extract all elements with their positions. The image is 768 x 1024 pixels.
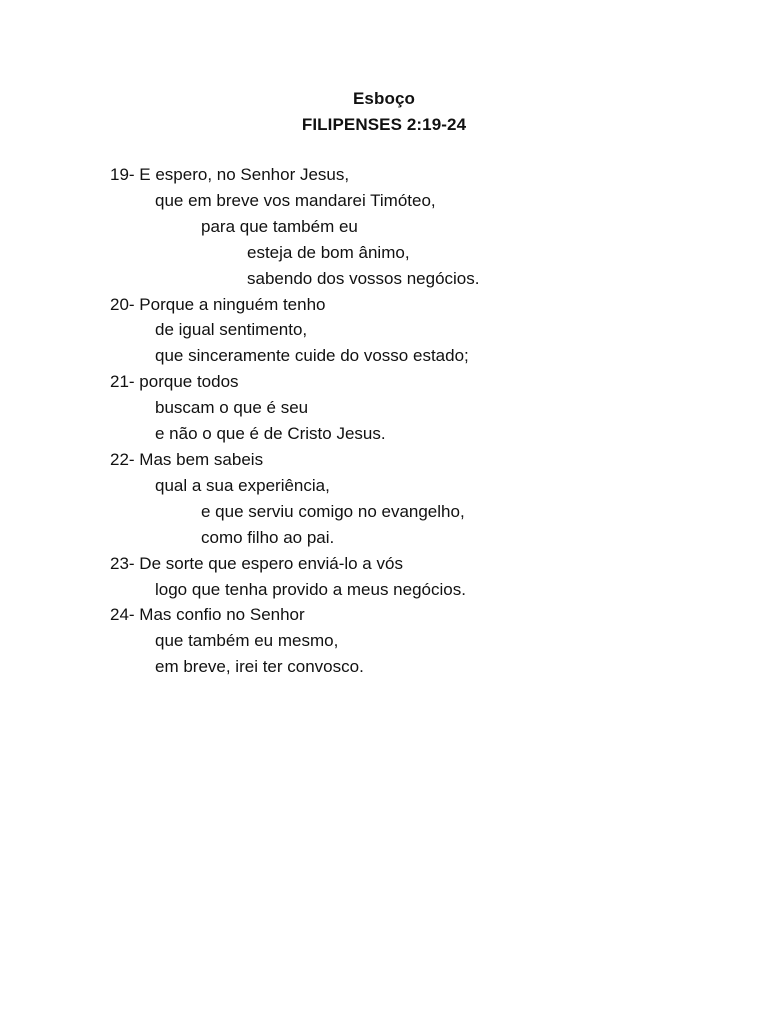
verse-line: qual a sua experiência, [155, 475, 330, 495]
verse-line: 19- E espero, no Senhor Jesus, [110, 165, 350, 184]
verse-line: em breve, irei ter convosco. [155, 657, 364, 677]
verse-line: para que também eu [201, 216, 358, 236]
verse-line: de igual sentimento, [155, 320, 308, 340]
verse-line: como filho ao pai. [201, 527, 335, 547]
verse-line: logo que tenha provido a meus negócios. [155, 579, 466, 599]
verse-line: que também eu mesmo, [155, 631, 339, 651]
verse-line: esteja de bom ânimo, [247, 242, 410, 262]
verse-line: e não o que é de Cristo Jesus. [155, 424, 386, 444]
verse-line: 20- Porque a ninguém tenho [110, 294, 326, 314]
verse-outline [110, 162, 730, 680]
verse-line: sabendo dos vossos negócios. [247, 268, 480, 288]
verse-line: buscam o que é seu [155, 398, 309, 418]
verse-line: 22- Mas bem sabeis [110, 449, 264, 469]
document-title: Esboço [352, 89, 415, 108]
verse-line: 23- De sorte que espero enviá-lo a vós [110, 553, 403, 573]
verse-line: e que serviu comigo no evangelho, [201, 501, 465, 521]
verse-line: que sinceramente cuide do vosso estado; [155, 346, 469, 366]
verse-line: 24- Mas confio no Senhor [110, 605, 305, 625]
verse-line: 21- porque todos [110, 372, 239, 392]
document-header [0, 86, 768, 138]
document-subtitle: FILIPENSES 2:19-24 [301, 115, 467, 134]
verse-line: que em breve vos mandarei Timóteo, [155, 190, 436, 210]
